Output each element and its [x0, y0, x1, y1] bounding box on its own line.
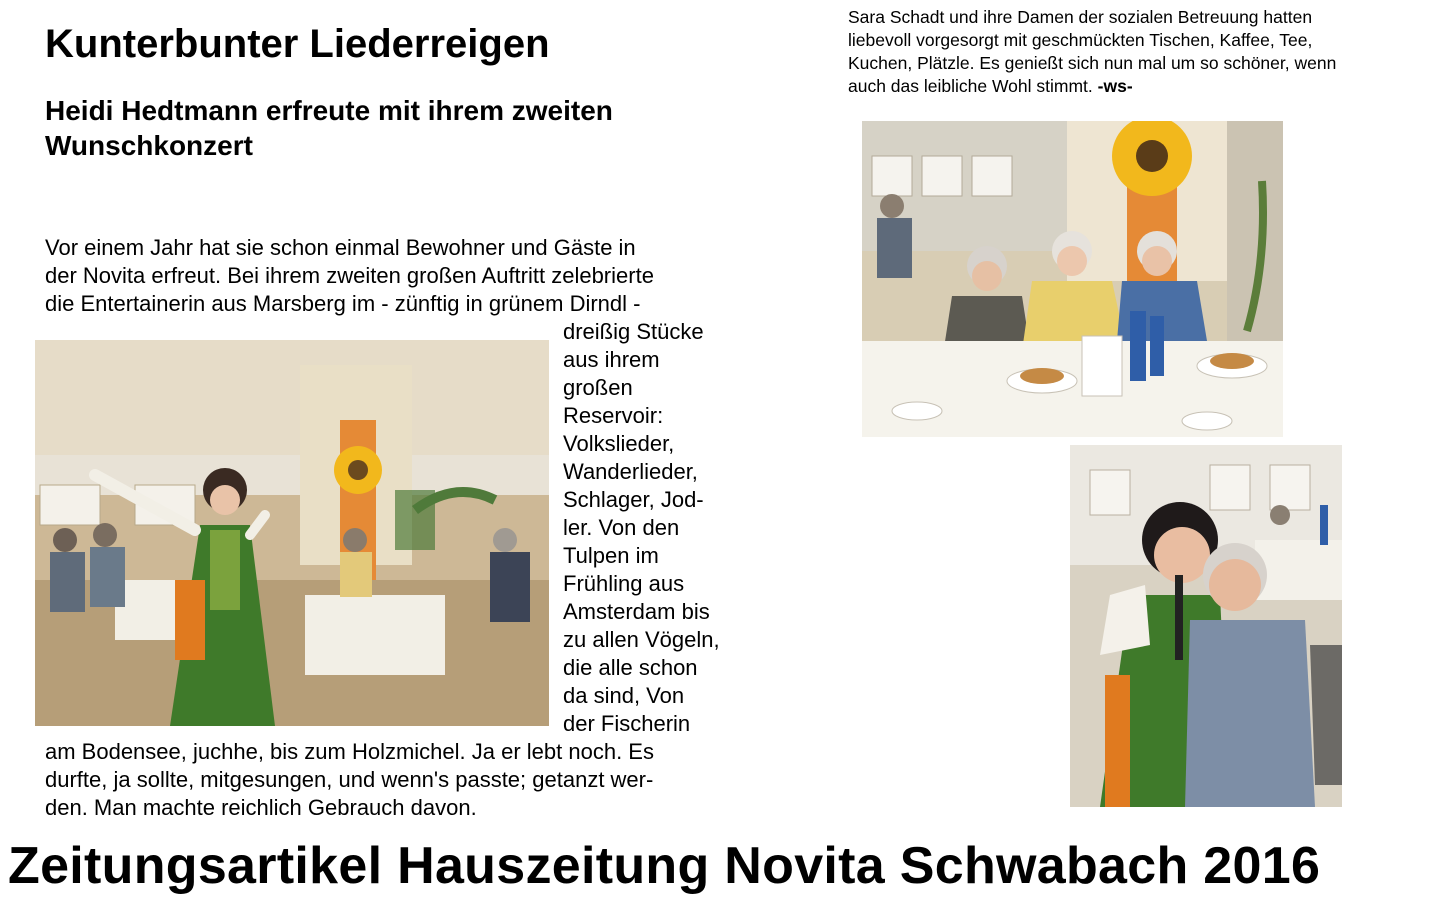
sidebar-line: Kuchen, Plätzle. Es genießt sich nun mal um so schöner, wenn: [848, 53, 1337, 73]
sidebar-line: liebevoll vorgesorgt mit geschmückten Tischen, Kaffee, Tee,: [848, 30, 1313, 50]
body-line: aus ihrem: [563, 347, 660, 372]
footer-caption: Zeitungsartikel Hauszeitung Novita Schwabach 2016: [8, 837, 1321, 895]
body-line: durfte, ja sollte, mitgesungen, und wenn's passte; getanzt wer-: [45, 767, 654, 792]
body-line: Volkslieder,: [563, 431, 675, 456]
article-title: Kunterbunter Liederreigen: [45, 22, 550, 66]
photo-ladies-at-table: [862, 121, 1283, 437]
body-line: Reservoir:: [563, 403, 664, 428]
body-line: ler. Von den: [563, 515, 680, 540]
body-line: den. Man machte reichlich Gebrauch davon.: [45, 795, 477, 820]
body-line: Schlager, Jod-: [563, 487, 704, 512]
body-line: da sind, Von: [563, 683, 685, 708]
photo-singer-performing: [35, 340, 549, 726]
body-line: die alle schon: [563, 655, 698, 680]
sidebar-line: Sara Schadt und ihre Damen der sozialen Betreuung hatten: [848, 7, 1313, 27]
body-line: großen: [563, 375, 633, 400]
body-line: die Entertainerin aus Marsberg im - zünftig in grünem Dirndl -: [45, 291, 641, 316]
body-line: zu allen Vögeln,: [563, 627, 720, 652]
body-line: Tulpen im: [563, 543, 659, 568]
article-subtitle: [45, 93, 745, 163]
body-line: Amsterdam bis: [563, 599, 710, 624]
body-line: der Novita erfreut. Bei ihrem zweiten großen Auftritt zelebrierte: [45, 263, 654, 288]
body-line: der Fischerin: [563, 711, 691, 736]
body-line: Frühling aus: [563, 571, 685, 596]
sidebar-line: [848, 75, 1133, 98]
subtitle-line-2: Wunschkonzert: [45, 130, 253, 161]
body-line: Wanderlieder,: [563, 459, 698, 484]
author-signature: -ws-: [1097, 76, 1133, 96]
photo-singer-with-resident: [1070, 445, 1342, 807]
body-line: dreißig Stücke: [563, 319, 704, 344]
sidebar-line-text: auch das leibliche Wohl stimmt.: [848, 76, 1093, 96]
body-line: Vor einem Jahr hat sie schon einmal Bewohner und Gäste in: [45, 235, 636, 260]
subtitle-line-1: Heidi Hedtmann erfreute mit ihrem zweiten: [45, 95, 613, 126]
body-line: am Bodensee, juchhe, bis zum Holzmichel. Ja er lebt noch. Es: [45, 739, 654, 764]
